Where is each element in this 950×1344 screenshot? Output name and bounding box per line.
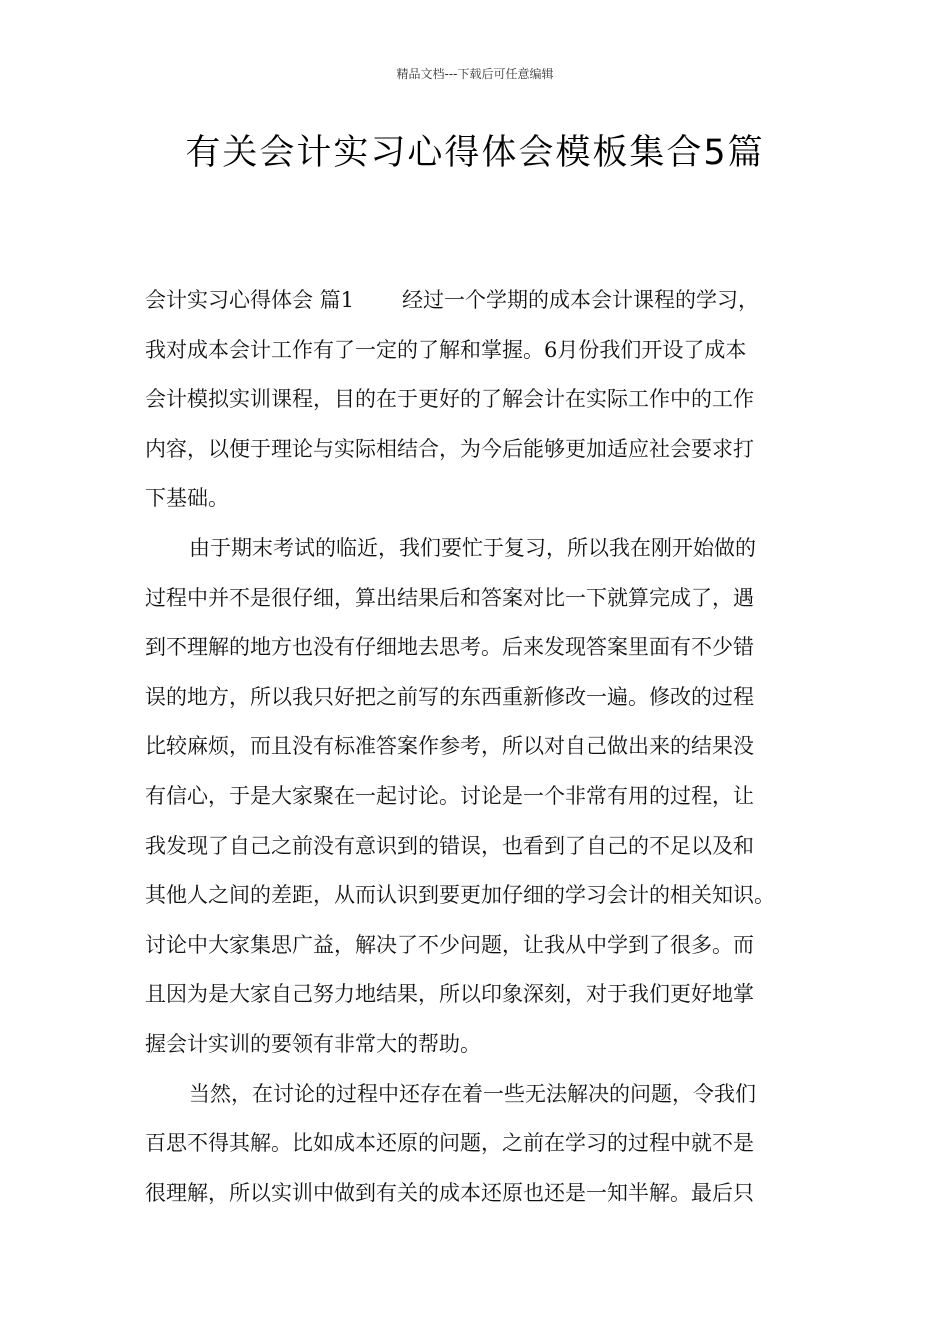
paragraph-line: 且因为是大家自己努力地结果，所以印象深刻，对于我们更好地掌 [145,982,754,1007]
paragraph-line: 握会计实训的要领有非常大的帮助。 [145,1031,481,1056]
paragraph-line: 下基础。 [145,486,229,511]
paragraph-line: 其他人之间的差距，从而认识到要更加仔细的学习会计的相关知识。 [145,883,775,908]
paragraph-line: 有信心，于是大家聚在一起讨论。讨论是一个非常有用的过程，让 [145,783,754,808]
paragraph-text: 经过一个学期的成本会计课程的学习， [402,288,760,312]
document-body [145,276,815,1218]
section-label: 会计实习心得体会 篇1 [145,288,355,312]
document-title: 有关会计实习心得体会模板集合5篇 [185,133,765,173]
paragraph-line: 误的地方，所以我只好把之前写的东西重新修改一遍。修改的过程 [145,684,754,709]
paragraph-line: 当然，在讨论的过程中还存在着一些无法解决的问题，令我们 [189,1081,756,1106]
paragraph-line: 过程中并不是很仔细，算出结果后和答案对比一下就算完成了，遇 [145,585,754,610]
paragraph-line: 很理解，所以实训中做到有关的成本还原也还是一知半解。最后只 [145,1180,754,1205]
paragraph-line: 我对成本会计工作有了一定的了解和掌握。6月份我们开设了成本 [145,337,747,362]
paragraph-line: 讨论中大家集思广益，解决了不少问题，让我从中学到了很多。而 [145,932,754,957]
paragraph-line: 我发现了自己之前没有意识到的错误，也看到了自己的不足以及和 [145,833,754,858]
paragraph-line: 到不理解的地方也没有仔细地去思考。后来发现答案里面有不少错 [145,635,754,660]
paragraph-line: 由于期末考试的临近，我们要忙于复习，所以我在刚开始做的 [189,535,756,560]
paragraph-line: 会计模拟实训课程，目的在于更好的了解会计在实际工作中的工作 [145,387,754,412]
paragraph-line: 百思不得其解。比如成本还原的问题，之前在学习的过程中就不是 [145,1131,754,1156]
header-note: 精品文档---下载后可任意编辑 [396,67,554,81]
paragraph-line: 内容，以便于理论与实际相结合，为今后能够更加适应社会要求打 [145,436,754,461]
paragraph-line: 比较麻烦，而且没有标准答案作参考，所以对自己做出来的结果没 [145,734,754,759]
paragraph-line [145,276,815,326]
